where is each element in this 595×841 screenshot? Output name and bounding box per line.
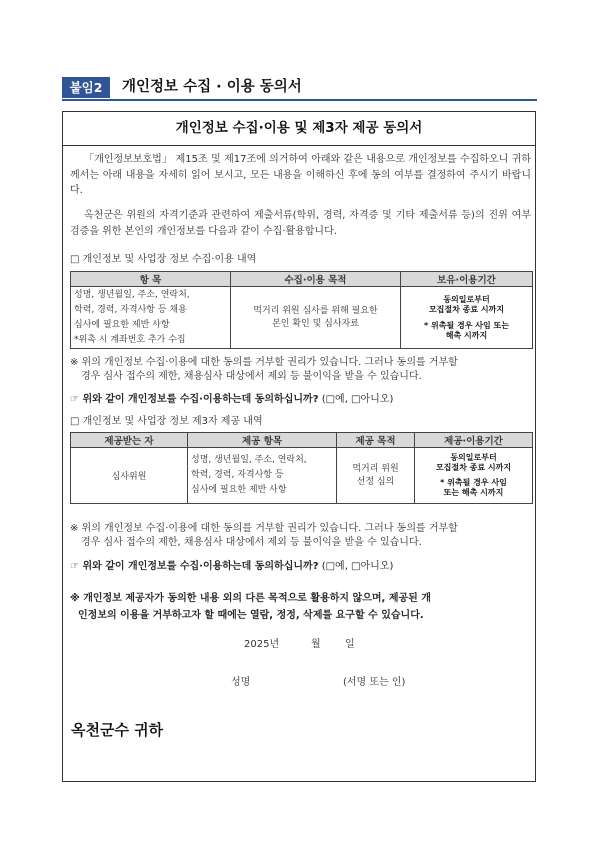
third-party-table (70, 432, 533, 504)
col-header-recipient: 제공받는 자 (71, 433, 188, 448)
purpose-limit-footnote: ※ 개인정보 제공자가 동의한 내용 외의 다른 목적으로 활용하지 않으며, 제공된 개 인정보의 이용을 거부하고자 할 때에는 열람, 정정, 삭제를 요구할 수 있습니다. (70, 593, 431, 621)
consent-form (62, 111, 536, 782)
purpose-paragraph: 옥천군은 위원의 자격기준과 관련하여 제출서류(학위, 경력, 자격증 및 기타 제출서류 등)의 진위 여부 검증을 위한 본인의 개인정보를 다음과 같이 수집·활용합니다. (70, 210, 531, 237)
col-header-provide-period: 제공·이용기간 (415, 433, 533, 448)
page-header (62, 77, 537, 99)
title-underline (62, 99, 537, 101)
signature-field[interactable]: (서명 또는 인) (343, 677, 406, 688)
intro-paragraph: 「개인정보보호법」 제15조 및 제17조에 의거하여 아래와 같은 내용으로 개인정보를 수집하오니 귀하께서는 아래 내용을 자세히 읽어 보시고, 모든 내용을 이해하신 후에 동의 여부를 결정하여 주시기 바랍니다. (70, 154, 531, 196)
refusal-notice-2: ※ 위의 개인정보 수집·이용에 대한 동의를 거부할 권리가 있습니다. 그러나 동의를 거부할 경우 심사 접수의 제한, 채용심사 대상에서 제외 등 불이익을 받을 수 있습니다. (70, 523, 458, 548)
col-header-provided-items: 제공 항목 (188, 433, 337, 448)
col-header-period: 보유·이용기간 (401, 272, 533, 287)
consent-question-1: ☞ 위와 같이 개인정보를 수집·이용하는데 동의하십니까? (□예, □아니오) (70, 394, 394, 405)
attachment-badge: 붙임2 (62, 77, 110, 98)
date-day[interactable]: 일 (345, 639, 355, 650)
cell-period: 동의일로부터 모집절차 종료 시까지 * 위촉될 경우 사임 또는 해촉 시까지 (401, 287, 533, 349)
addressee: 옥천군수 귀하 (71, 721, 164, 739)
signature-name-label: 성명 (231, 677, 251, 688)
col-header-provide-purpose: 제공 목적 (337, 433, 415, 448)
consent-options-1[interactable]: (□예, □아니오) (321, 394, 394, 405)
consent-options-2[interactable]: (□예, □아니오) (321, 561, 394, 572)
date-year[interactable]: 2025년 (244, 639, 280, 650)
refusal-notice-1: ※ 위의 개인정보 수집·이용에 대한 동의를 거부할 권리가 있습니다. 그러나 동의를 거부할 경우 심사 접수의 제한, 채용심사 대상에서 제외 등 불이익을 받을 수 있습니다. (70, 357, 458, 382)
col-header-items: 항 목 (71, 272, 231, 287)
cell-provide-period: 동의일로부터 모집절차 종료 시까지 * 위촉될 경우 사임 또는 해촉 시까지 (415, 448, 533, 504)
cell-items: 성명, 생년월일, 주소, 연락처, 학력, 경력, 자격사항 등 채용 심사에 필요한 제반 사항 *위촉 시 계좌번호 추가 수집 (71, 287, 231, 349)
consent-question-2: ☞ 위와 같이 개인정보를 수집·이용하는데 동의하십니까? (□예, □아니오) (70, 561, 394, 572)
col-header-purpose: 수집·이용 목적 (231, 272, 401, 287)
page-title: 개인정보 수집 · 이용 동의서 (122, 79, 302, 95)
section2-heading: □ 개인정보 및 사업장 정보 제3자 제공 내역 (70, 416, 263, 427)
date-month[interactable]: 월 (311, 639, 321, 650)
cell-provide-purpose: 먹거리 위원 선정 심의 (337, 448, 415, 504)
cell-provided-items: 성명, 생년월일, 주소, 연락처, 학력, 경력, 자격사항 등 심사에 필요한 제반 사항 (188, 448, 337, 504)
form-title: 개인정보 수집·이용 및 제3자 제공 동의서 (63, 112, 535, 146)
cell-purpose: 먹거리 위원 심사를 위해 필요한 본인 확인 및 심사자료 (231, 287, 401, 349)
section1-heading: □ 개인정보 및 사업장 정보 수집·이용 내역 (70, 254, 257, 265)
collection-table (70, 271, 533, 349)
cell-recipient: 심사위원 (71, 448, 188, 504)
